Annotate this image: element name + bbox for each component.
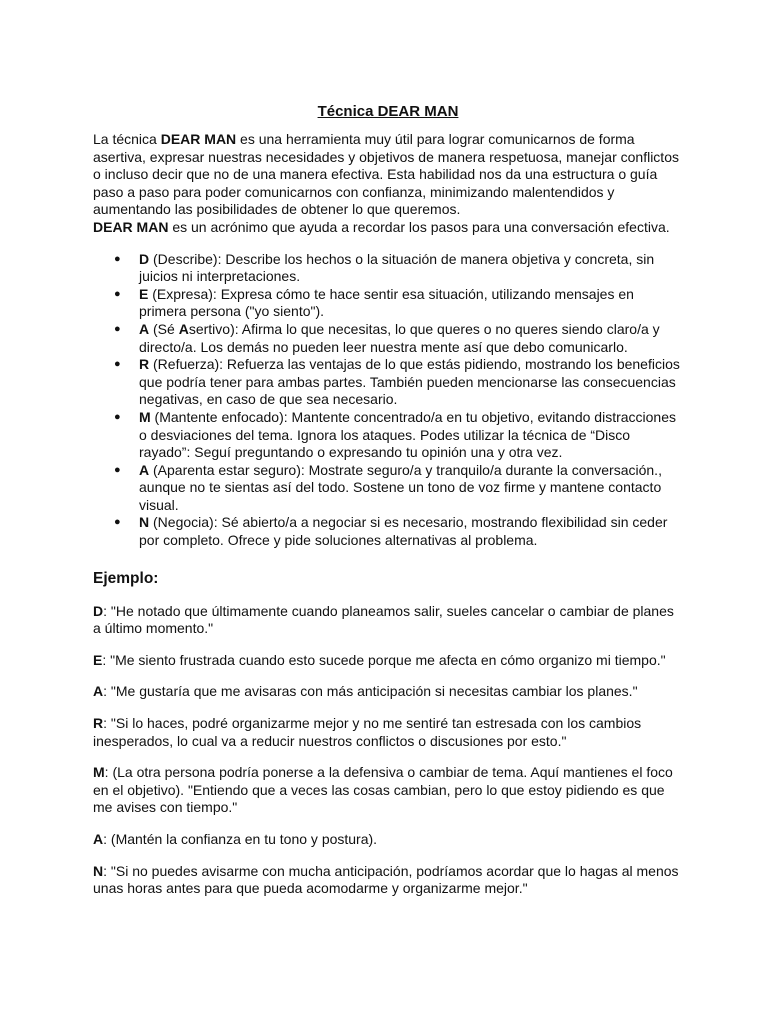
list-letter: R: [139, 356, 150, 373]
example-line: [93, 683, 683, 701]
list-text: sertivo): Afirma lo que necesitas, lo que queres o no queres siendo claro/a y directo/a. Los demás no pueden leer nuestra mente así que debo comunicarlo.: [139, 320, 660, 355]
list-text: (Sé: [149, 320, 179, 337]
list-item: [114, 285, 683, 321]
example-letter: E: [93, 651, 103, 668]
bullet-icon: ●: [114, 287, 121, 300]
example-text: : "Me gustaría que me avisaras con más anticipación si necesitas cambiar los planes.": [103, 683, 638, 700]
list-text: (Describe): Describe los hechos o la situación de manera objetiva y concreta, sin juicios ni interpretaciones.: [139, 250, 655, 285]
list-letter: D: [139, 250, 150, 267]
list-letter: A: [139, 461, 150, 478]
example-line: [93, 603, 683, 638]
list-text: (Mantente enfocado): Mantente concentrado/a en tu objetivo, evitando distracciones o desviaciones del tema. Ignora los ataques. Podes utilizar la técnica de “Disco rayado”: Seguí preguntando o expresando tu opinión una y otra vez.: [139, 408, 676, 461]
acronym-bold-term: DEAR MAN: [93, 218, 169, 235]
example-heading: Ejemplo:: [93, 569, 159, 587]
example-line: [93, 831, 683, 849]
example-letter: D: [93, 602, 104, 619]
list-item: [114, 356, 683, 409]
list-item: [114, 461, 683, 515]
acronym-text: es un acrónimo que ayuda a recordar los pasos para una conversación efectiva.: [168, 218, 670, 235]
list-letter: A: [178, 320, 189, 337]
intro-paragraph: [93, 131, 683, 219]
bullet-icon: ●: [114, 252, 121, 265]
example-letter: A: [93, 683, 104, 700]
example-letter: R: [93, 715, 104, 732]
document-title: Técnica DEAR MAN: [317, 103, 459, 120]
example-letter: N: [93, 862, 104, 879]
list-text: (Aparenta estar seguro): Mostrate seguro/a y tranquilo/a durante la conversación., aunque no te sientas así del todo. Sostene un tono de voz firme y mantene contacto visual.: [139, 461, 662, 513]
intro-text: La técnica: [93, 131, 161, 147]
intro-text: es una herramienta muy útil para lograr comunicarnos de forma asertiva, expresar nuestras necesidades y objetivos de manera respetuosa, manejar conflictos o incluso decir que no de una manera efectiva. Esta habilidad nos da una estructura o guía paso a paso para poder comunicarnos con confianza, minimizando malentendidos y aumentando las posibilidades de obtener lo que queremos.: [93, 131, 679, 218]
acronym-paragraph: [93, 219, 683, 237]
bullet-icon: ●: [114, 463, 121, 476]
list-text: (Negocia): Sé abierto/a a negociar si es necesario, mostrando flexibilidad sin ceder por completo. Ofrece y pide soluciones alternativas al problema.: [139, 514, 668, 549]
example-text: : "He notado que últimamente cuando planeamos salir, sueles cancelar o cambiar de planes a último momento.": [93, 602, 674, 637]
example-text: : "Si no puedes avisarme con mucha anticipación, podríamos acordar que lo hagas al menos unas horas antes para que pueda acomodarme y organizarme mejor.": [93, 862, 679, 897]
list-letter: A: [139, 320, 150, 337]
example-text: : (La otra persona podría ponerse a la defensiva o cambiar de tema. Aquí mantienes el foco en el objetivo). "Entiendo que a veces las cosas cambian, pero lo que estoy pidiendo es que me avises con tiempo.": [93, 764, 673, 816]
bullet-icon: ●: [114, 410, 121, 423]
example-letter: A: [93, 831, 104, 847]
bullet-icon: ●: [114, 516, 121, 529]
example-text: : (Mantén la confianza en tu tono y postura).: [103, 831, 378, 847]
example-text: : "Si lo haces, podré organizarme mejor y no me sentiré tan estresada con los cambios inesperados, lo cual va a reducir nuestros conflictos o discusiones por esto.": [93, 715, 642, 749]
list-letter: N: [139, 514, 150, 531]
list-text: (Expresa): Expresa cómo te hace sentir esa situación, utilizando mensajes en primera persona ("yo siento").: [139, 285, 634, 320]
bullet-icon: ●: [114, 358, 121, 371]
list-letter: M: [139, 408, 151, 425]
intro-bold-term: DEAR MAN: [160, 131, 237, 147]
bullet-icon: ●: [114, 322, 121, 335]
example-line: [93, 652, 683, 670]
list-item: [114, 250, 683, 286]
example-letter: M: [93, 764, 105, 781]
example-line: [93, 764, 683, 817]
list-text: (Refuerza): Refuerza las ventajas de lo que estás pidiendo, mostrando los beneficios que podría tener para ambas partes. También pueden mencionarse las consecuencias negativas, en caso de que sea necesario.: [139, 356, 680, 408]
list-letter: E: [139, 285, 149, 302]
example-text: : "Me siento frustrada cuando esto sucede porque me afecta en cómo organizo mi tiempo.": [102, 651, 666, 668]
list-item: [114, 320, 683, 356]
acronym-list: [93, 251, 683, 550]
list-item: [114, 514, 683, 549]
example-line: [93, 715, 683, 750]
list-item: [114, 408, 683, 462]
document-page: [93, 102, 683, 912]
example-line: [93, 863, 683, 898]
